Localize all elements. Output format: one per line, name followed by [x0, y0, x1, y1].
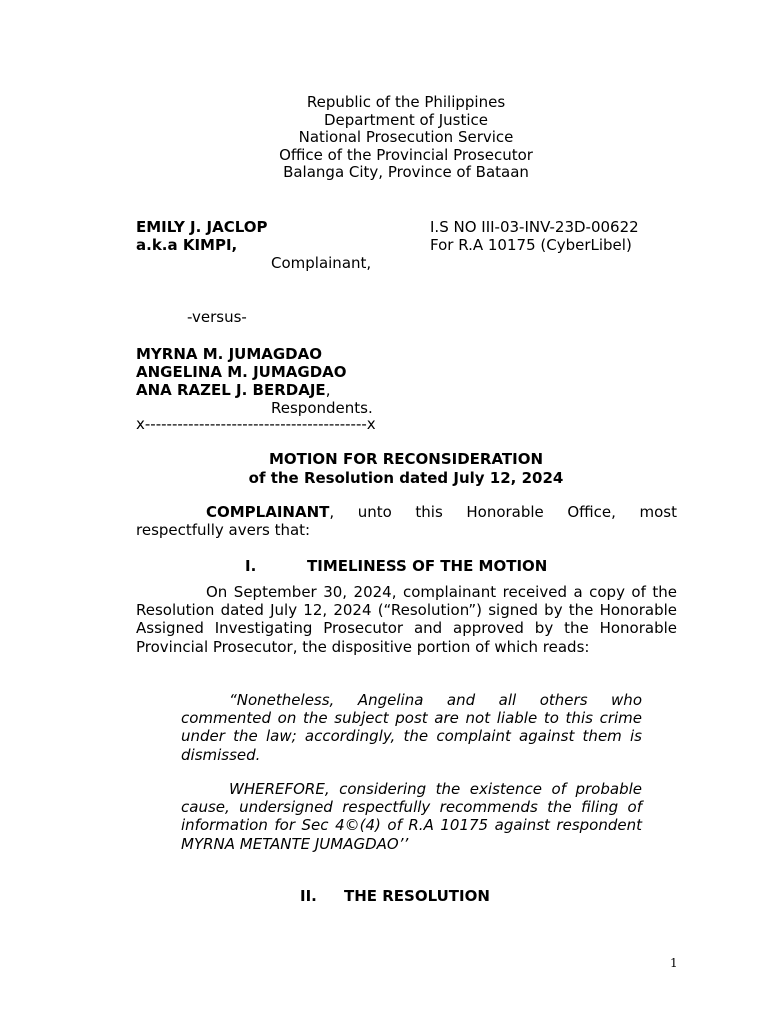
title-subline: of the Resolution dated July 12, 2024	[248, 469, 564, 487]
respondent-name-suffix: ,	[325, 381, 331, 399]
intro-text: , unto this Honorable Office, most	[329, 503, 677, 521]
page-number: 1	[670, 956, 678, 970]
header-service: National Prosecution Service	[298, 128, 514, 146]
intro-paragraph-continued: respectfully avers that:	[136, 521, 311, 539]
versus-label: -versus-	[187, 308, 247, 326]
header-department: Department of Justice	[323, 110, 489, 129]
complainant-alias: a.k.a KIMPI,	[136, 236, 238, 254]
header-republic: Republic of the Philippines	[306, 93, 506, 111]
quoted-dispositive-1: “Nonetheless, Angelina and all others who commented on the subject post are not liable to this crime under the law; accordingly, the complaint against them is dismissed.	[181, 691, 642, 764]
header-location: Balanga City, Province of Bataan	[283, 163, 529, 181]
document-header	[0, 94, 768, 182]
respondent-name: ANA RAZEL J. BERDAJE	[136, 381, 326, 399]
intro-lead: COMPLAINANT	[206, 503, 330, 521]
respondent-role: Respondents.	[271, 399, 373, 417]
quoted-dispositive-2: WHEREFORE, considering the existence of probable cause, undersigned respectfully recommends the filing of information for Sec 4©(4) of R.A 10175 against respondent MYRNA METANTE JUMAGDAO’’	[181, 780, 642, 853]
section-heading	[245, 557, 547, 575]
case-offense: For R.A 10175 (CyberLibel)	[430, 236, 632, 254]
case-number: I.S NO III-03-INV-23D-00622	[430, 218, 639, 236]
case-caption	[136, 218, 696, 417]
respondent-name: ANGELINA M. JUMAGDAO	[136, 363, 347, 381]
section-title: TIMELINESS OF THE MOTION	[307, 557, 548, 575]
title-line: MOTION FOR RECONSIDERATION	[268, 450, 544, 468]
intro-paragraph	[136, 503, 677, 521]
section-title: THE RESOLUTION	[344, 887, 490, 905]
header-office: Office of the Provincial Prosecutor	[279, 145, 533, 164]
timeliness-paragraph: On September 30, 2024, complainant received a copy of the Resolution dated July 12, 2024 (“Resolution”) signed by the Honorable Assigned Investigating Prosecutor and approved by the Honorable Provincial Prosecutor, the dispositive portion of which reads:	[136, 583, 677, 656]
section-number: I.	[245, 557, 257, 575]
caption-divider: x-----------------------------------------x	[136, 415, 376, 433]
section-heading	[300, 887, 490, 905]
section-number: II.	[300, 887, 317, 905]
complainant-role: Complainant,	[271, 254, 372, 272]
respondent-name: MYRNA M. JUMAGDAO	[136, 345, 322, 363]
document-title	[0, 450, 768, 488]
complainant-name: EMILY J. JACLOP	[136, 218, 268, 236]
